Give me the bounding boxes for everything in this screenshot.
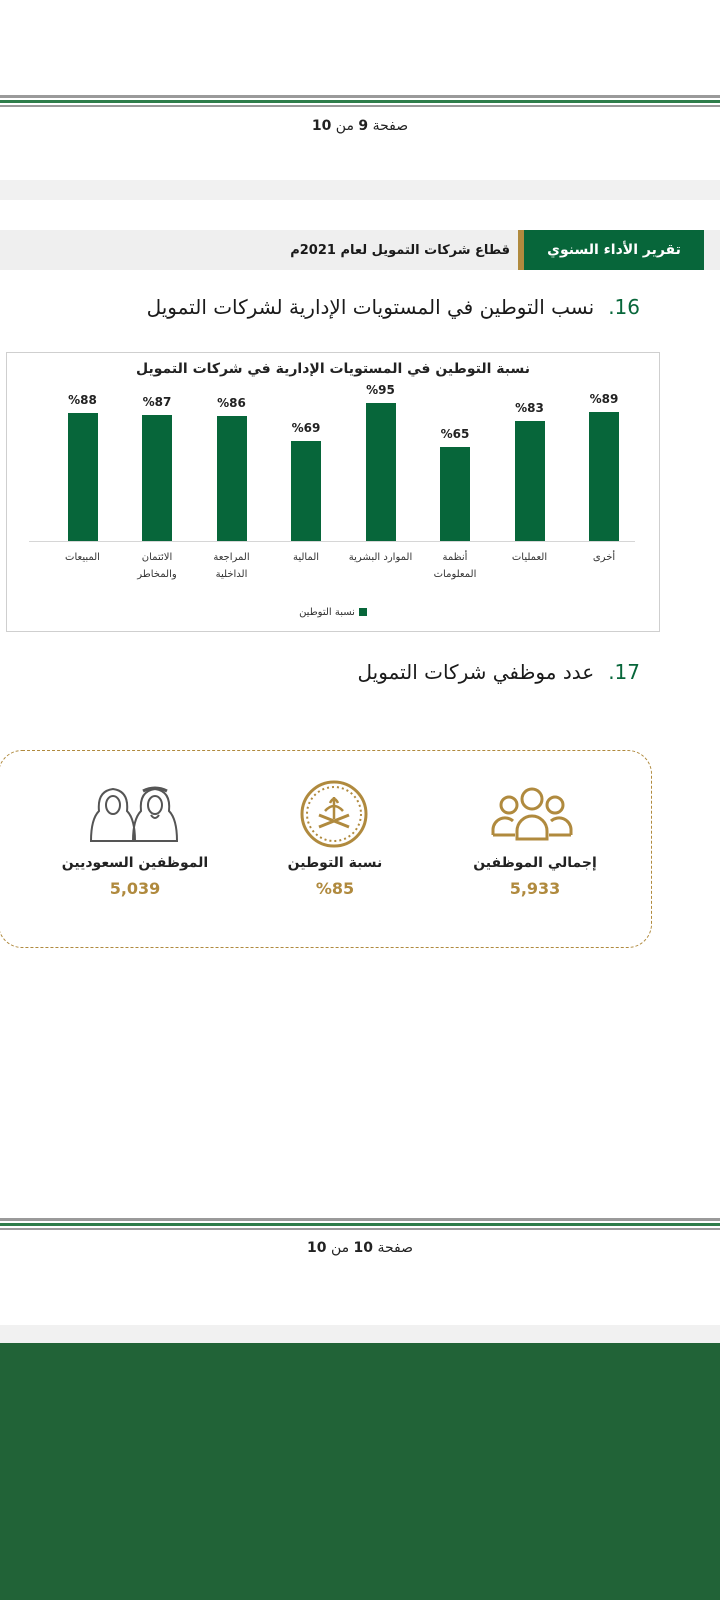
bar-mark [291, 441, 321, 541]
bar-mark [515, 421, 545, 541]
employee-stats-card [0, 750, 652, 948]
bar-value-label: %87 [142, 394, 172, 409]
stat-saudi-employees [45, 855, 225, 898]
report-subtitle: قطاع شركات التمويل لعام 2021م [290, 242, 510, 258]
section-17-heading [357, 660, 640, 684]
bar-mark [142, 415, 172, 541]
bar-value-label: %69 [291, 420, 321, 435]
bar-value-label: %88 [68, 393, 97, 408]
bar-value-label: %86 [217, 396, 246, 411]
saudi-emblem-icon [299, 779, 369, 853]
report-header-banner [0, 230, 720, 270]
stat-value: 5,933 [509, 879, 561, 898]
chart-legend [7, 607, 659, 618]
page-9 [0, 0, 720, 180]
stat-total-employees [445, 855, 625, 898]
category-label: المالية [292, 552, 320, 563]
saudi-man-woman-icon [83, 781, 183, 849]
category-label: المبيعات [65, 552, 100, 563]
bar-mark [440, 447, 470, 541]
bar-value-label: %89 [589, 391, 619, 406]
bar-mark [217, 416, 247, 541]
people-group-icon [487, 783, 577, 851]
bar-mark [589, 412, 619, 541]
page-number: صفحة 10 من 10 [307, 1240, 413, 1256]
chart-title: نسبة التوطين في المستويات الإدارية في شركات التمويل [136, 361, 530, 377]
stat-label: نسبة التوطين [287, 855, 383, 871]
page-number: صفحة 9 من 10 [311, 118, 409, 134]
stat-label: الموظفين السعوديين [61, 855, 209, 871]
stat-value: 5,039 [109, 879, 161, 898]
category-label: أخرى [592, 552, 616, 563]
stat-value: %85 [315, 879, 355, 898]
chart-baseline [29, 541, 635, 542]
section-number: 17. [608, 660, 640, 684]
section-16-heading [147, 295, 640, 319]
section-number: 16. [608, 295, 640, 319]
category-label: أنظمة المعلومات [433, 552, 477, 580]
category-label: الائتمان والمخاطر [137, 552, 177, 580]
category-label: المراجعة الداخلية [213, 552, 250, 580]
bar-value-label: %95 [366, 383, 395, 398]
category-label: الموارد البشرية [348, 552, 413, 563]
banner-divider [518, 230, 524, 270]
legend-label: نسبة التوطين [299, 607, 355, 618]
page-10 [0, 200, 720, 1325]
bar-value-label: %65 [440, 426, 470, 441]
category-label: العمليات [511, 552, 548, 563]
bar-value-label: %83 [515, 400, 544, 415]
legend-swatch [359, 608, 367, 616]
bar-mark [68, 413, 98, 541]
section-title: عدد موظفي شركات التمويل [357, 660, 595, 684]
report-title: تقرير الأداء السنوي [524, 230, 704, 270]
bar-mark [366, 403, 396, 541]
saudization-chart [6, 352, 660, 632]
section-title: نسب التوطين في المستويات الإدارية لشركات التمويل [146, 295, 595, 319]
stat-saudization-rate [245, 855, 425, 898]
viewer-background [0, 1343, 720, 1600]
stat-label: إجمالي الموظفين [473, 855, 597, 871]
